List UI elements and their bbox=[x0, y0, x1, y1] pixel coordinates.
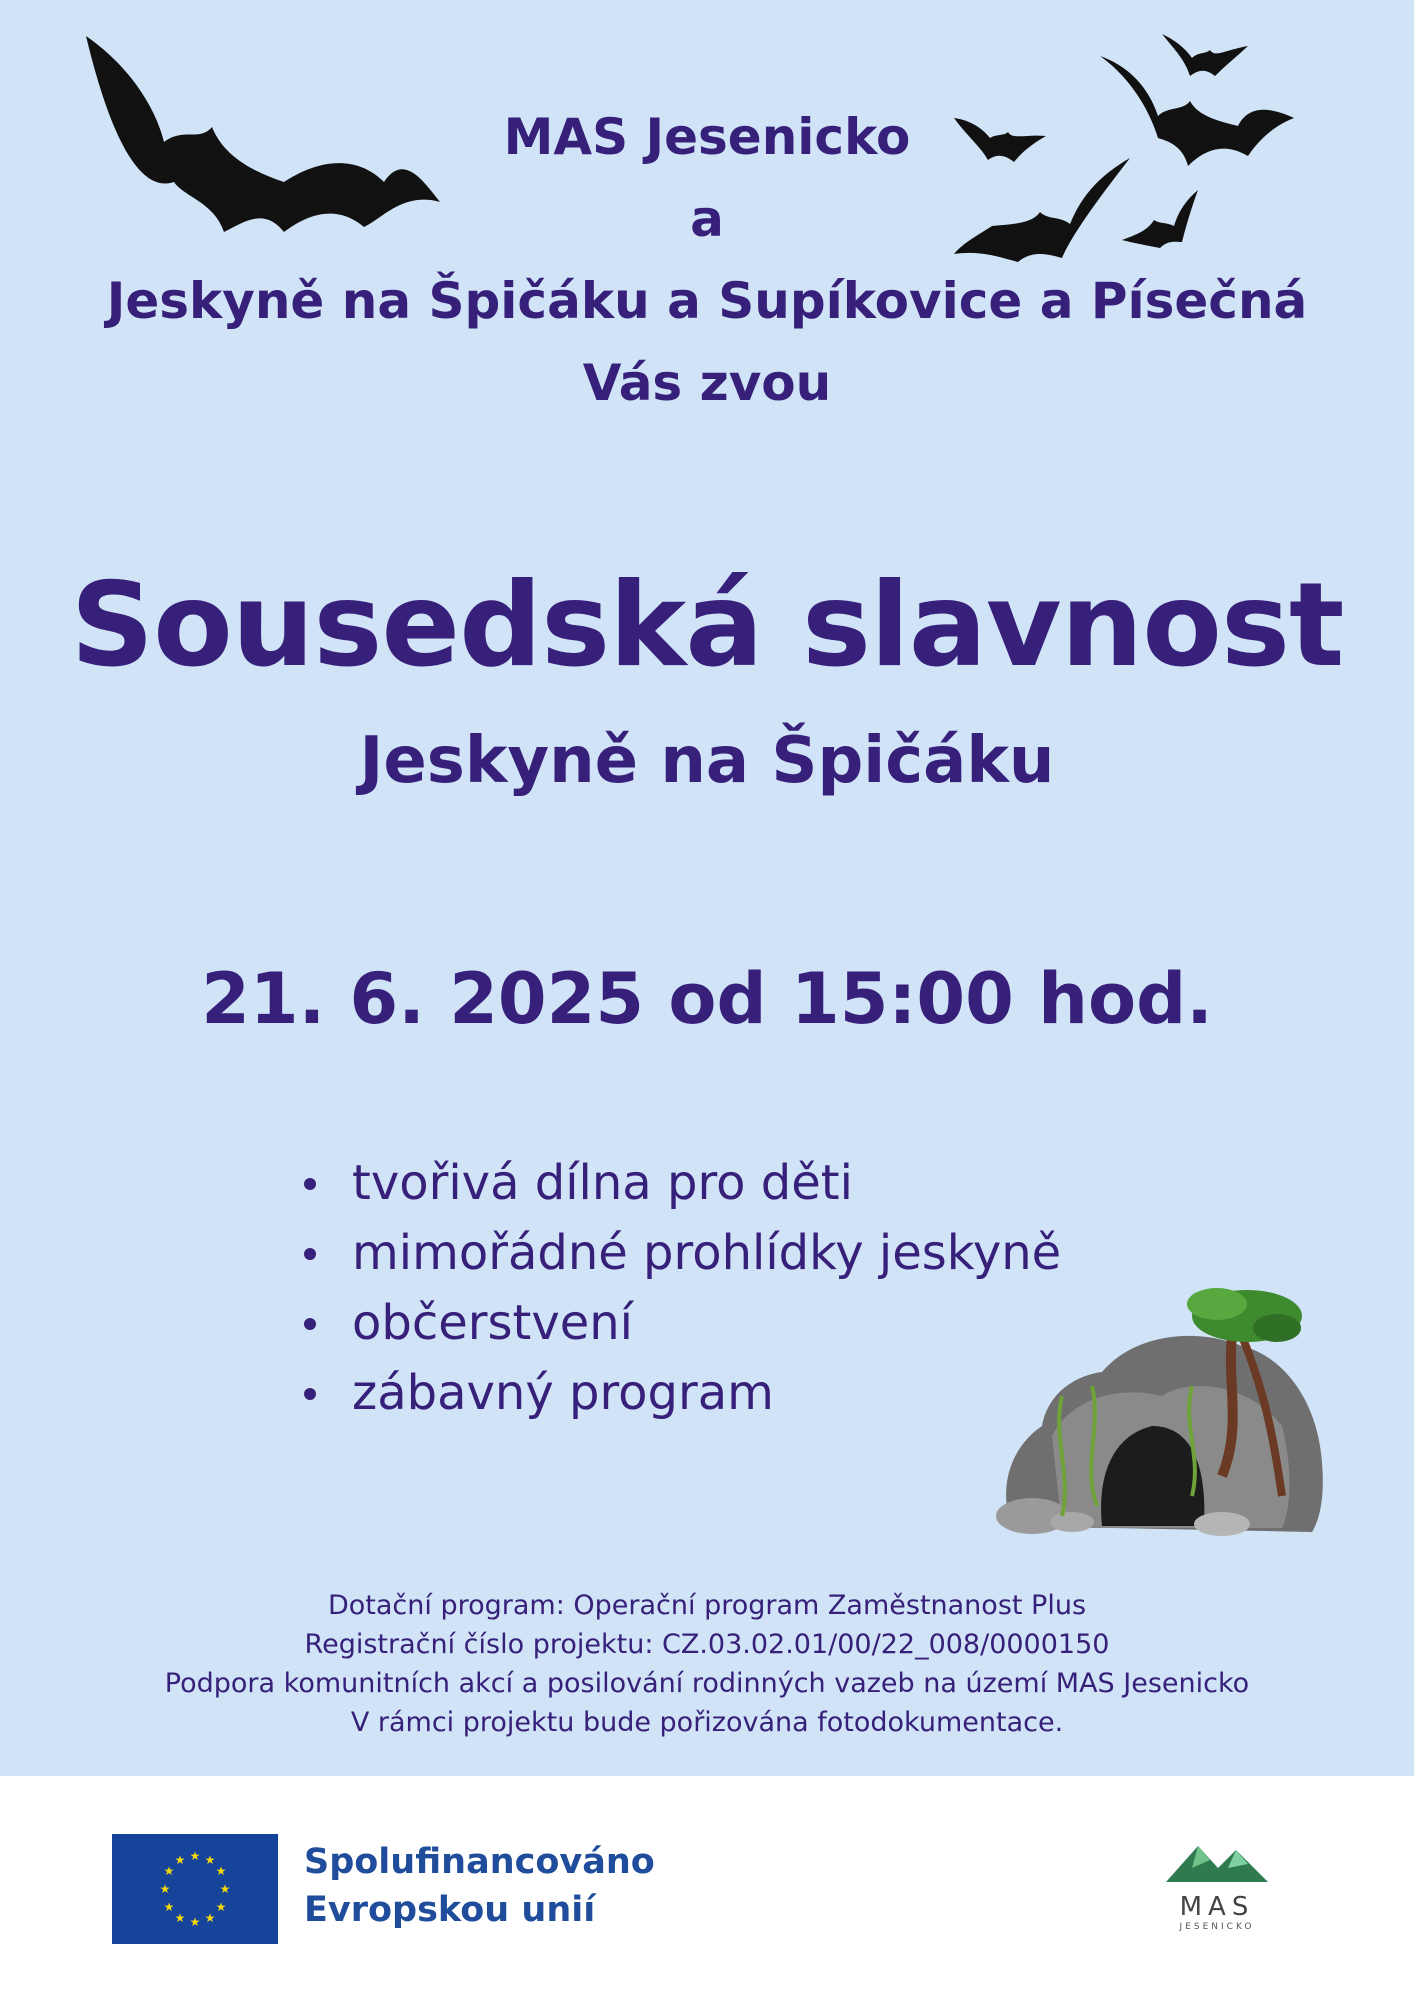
list-item: zábavný program bbox=[300, 1358, 1061, 1428]
info-registration: Registrační číslo projektu: CZ.03.02.01/00/22_008/0000150 bbox=[304, 1629, 1110, 1660]
logo-sub-text: JESENICKO bbox=[1179, 1922, 1255, 1932]
svg-text:★: ★ bbox=[204, 1911, 216, 1925]
bat-icon bbox=[1160, 30, 1250, 80]
info-project: Podpora komunitních akcí a posilování rodinných vazeb na území MAS Jesenicko bbox=[164, 1668, 1250, 1699]
list-item: tvořivá dílna pro děti bbox=[300, 1148, 1061, 1218]
mas-mountain-logo bbox=[1162, 1838, 1272, 1948]
event-subtitle: Jeskyně na Špičáku bbox=[359, 724, 1055, 798]
header-line-and: a bbox=[690, 190, 724, 248]
svg-text:★: ★ bbox=[159, 1882, 171, 1896]
svg-text:★: ★ bbox=[215, 1900, 227, 1914]
info-photo-notice: V rámci projektu bude pořizována fotodokumentace. bbox=[350, 1707, 1064, 1738]
cave-illustration bbox=[992, 1276, 1328, 1542]
svg-text:★: ★ bbox=[189, 1849, 201, 1863]
list-item: mimořádné prohlídky jeskyně bbox=[300, 1218, 1061, 1288]
svg-text:★: ★ bbox=[163, 1864, 175, 1878]
header-line-invite: Vás zvou bbox=[582, 354, 832, 412]
svg-text:★: ★ bbox=[189, 1915, 201, 1929]
header-line-organizer: MAS Jesenicko bbox=[503, 108, 911, 166]
eu-cofinanced-text bbox=[304, 1838, 655, 1934]
event-date: 21. 6. 2025 od 15:00 hod. bbox=[201, 958, 1213, 1040]
svg-text:★: ★ bbox=[174, 1911, 186, 1925]
svg-text:★: ★ bbox=[204, 1853, 216, 1867]
event-title: Sousedská slavnost bbox=[70, 558, 1344, 693]
info-program: Dotační program: Operační program Zaměstnanost Plus bbox=[327, 1590, 1087, 1621]
svg-text:★: ★ bbox=[163, 1900, 175, 1914]
eu-text-line-1: Spolufinancováno bbox=[304, 1842, 655, 1882]
svg-text:★: ★ bbox=[219, 1882, 231, 1896]
eu-text-line-2: Evropskou unií bbox=[304, 1890, 596, 1930]
svg-text:★: ★ bbox=[174, 1853, 186, 1867]
header-line-partners: Jeskyně na Špičáku a Supíkovice a Písečná bbox=[106, 272, 1308, 330]
logo-mas-text: MAS bbox=[1179, 1892, 1255, 1922]
list-item: občerstvení bbox=[300, 1288, 1061, 1358]
program-list bbox=[300, 1148, 1061, 1428]
svg-text:★: ★ bbox=[215, 1864, 227, 1878]
footer bbox=[0, 1776, 1414, 2000]
eu-flag-icon bbox=[112, 1834, 278, 1944]
